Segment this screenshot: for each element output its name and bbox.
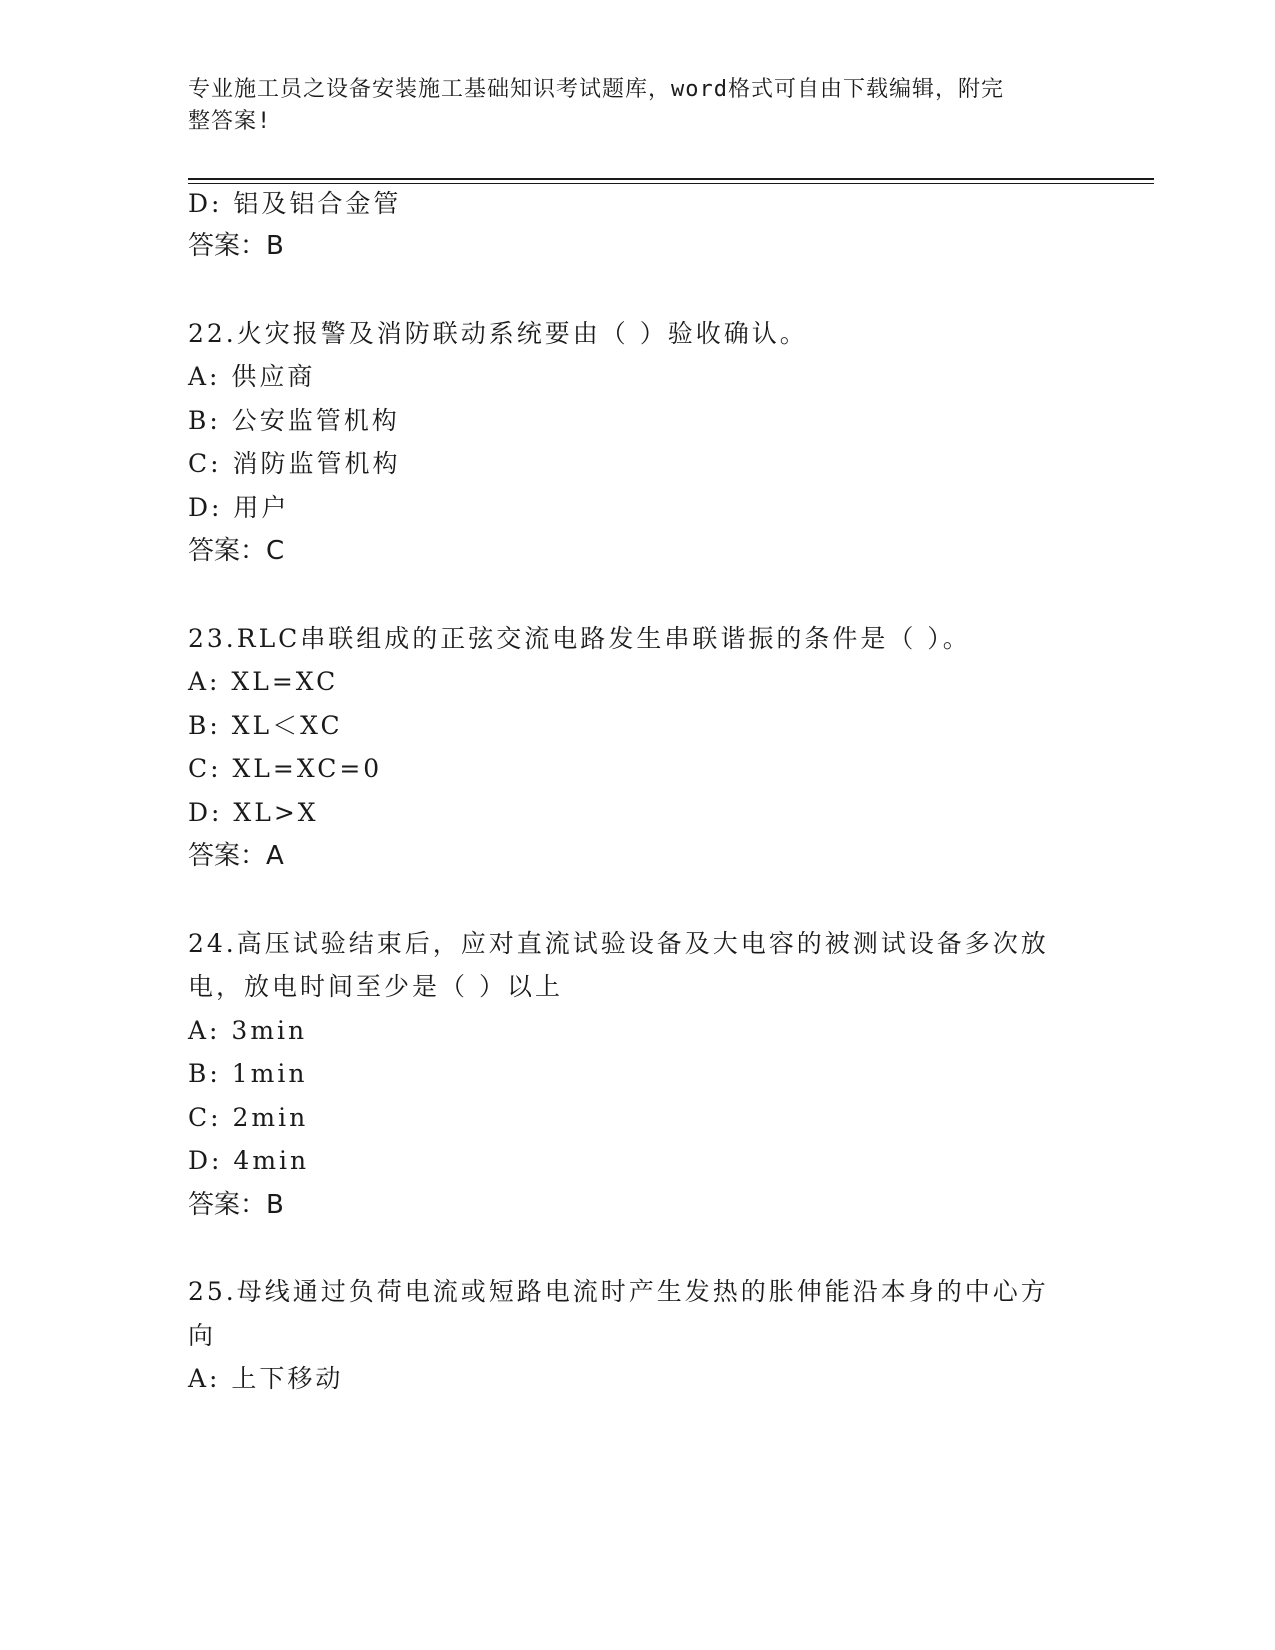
q24-answer: 答案：B xyxy=(188,1190,284,1220)
q23-option-a: A: XL=XC xyxy=(188,667,339,696)
q23-option-d: D: XL>X xyxy=(188,798,319,827)
q21-answer: 答案：B xyxy=(188,231,284,261)
q21-option-d: D: 铝及铝合金管 xyxy=(188,189,402,218)
q22-answer: 答案：C xyxy=(188,536,285,566)
header-rule-thin xyxy=(188,183,1154,184)
q24-option-b: B: 1min xyxy=(188,1059,308,1088)
q24-option-a: A: 3min xyxy=(188,1016,308,1045)
q22-option-c: C: 消防监管机构 xyxy=(188,449,401,478)
q22-option-a: A: 供应商 xyxy=(188,362,316,391)
q24-option-d: D: 4min xyxy=(188,1146,310,1175)
q25-question-line-1: 25.母线通过负荷电流或短路电流时产生发热的胀伸能沿本身的中心方 xyxy=(188,1277,1049,1306)
q23-answer: 答案：A xyxy=(188,841,284,871)
header-title-line-1: 专业施工员之设备安装施工基础知识考试题库，word格式可自由下载编辑，附完 xyxy=(188,77,1004,102)
header-title-line-2: 整答案! xyxy=(188,109,272,134)
header-rule-thick xyxy=(188,178,1154,180)
q22-option-d: D: 用户 xyxy=(188,493,290,522)
q24-question-line-2: 电，放电时间至少是（ ）以上 xyxy=(188,972,563,1001)
q25-option-a: A: 上下移动 xyxy=(188,1364,344,1393)
q24-option-c: C: 2min xyxy=(188,1103,309,1132)
q22-option-b: B: 公安监管机构 xyxy=(188,406,400,435)
q24-question-line-1: 24.高压试验结束后，应对直流试验设备及大电容的被测试设备多次放 xyxy=(188,929,1049,958)
document-header xyxy=(188,74,1068,138)
q23-option-c: C: XL=XC=0 xyxy=(188,754,383,783)
q23-option-b: B: XL＜XC xyxy=(188,711,343,740)
q25-question-line-2: 向 xyxy=(188,1321,217,1350)
q22-question: 22.火灾报警及消防联动系统要由（ ）验收确认。 xyxy=(188,319,808,348)
q23-question: 23.RLC串联组成的正弦交流电路发生串联谐振的条件是（ ）。 xyxy=(188,624,971,653)
